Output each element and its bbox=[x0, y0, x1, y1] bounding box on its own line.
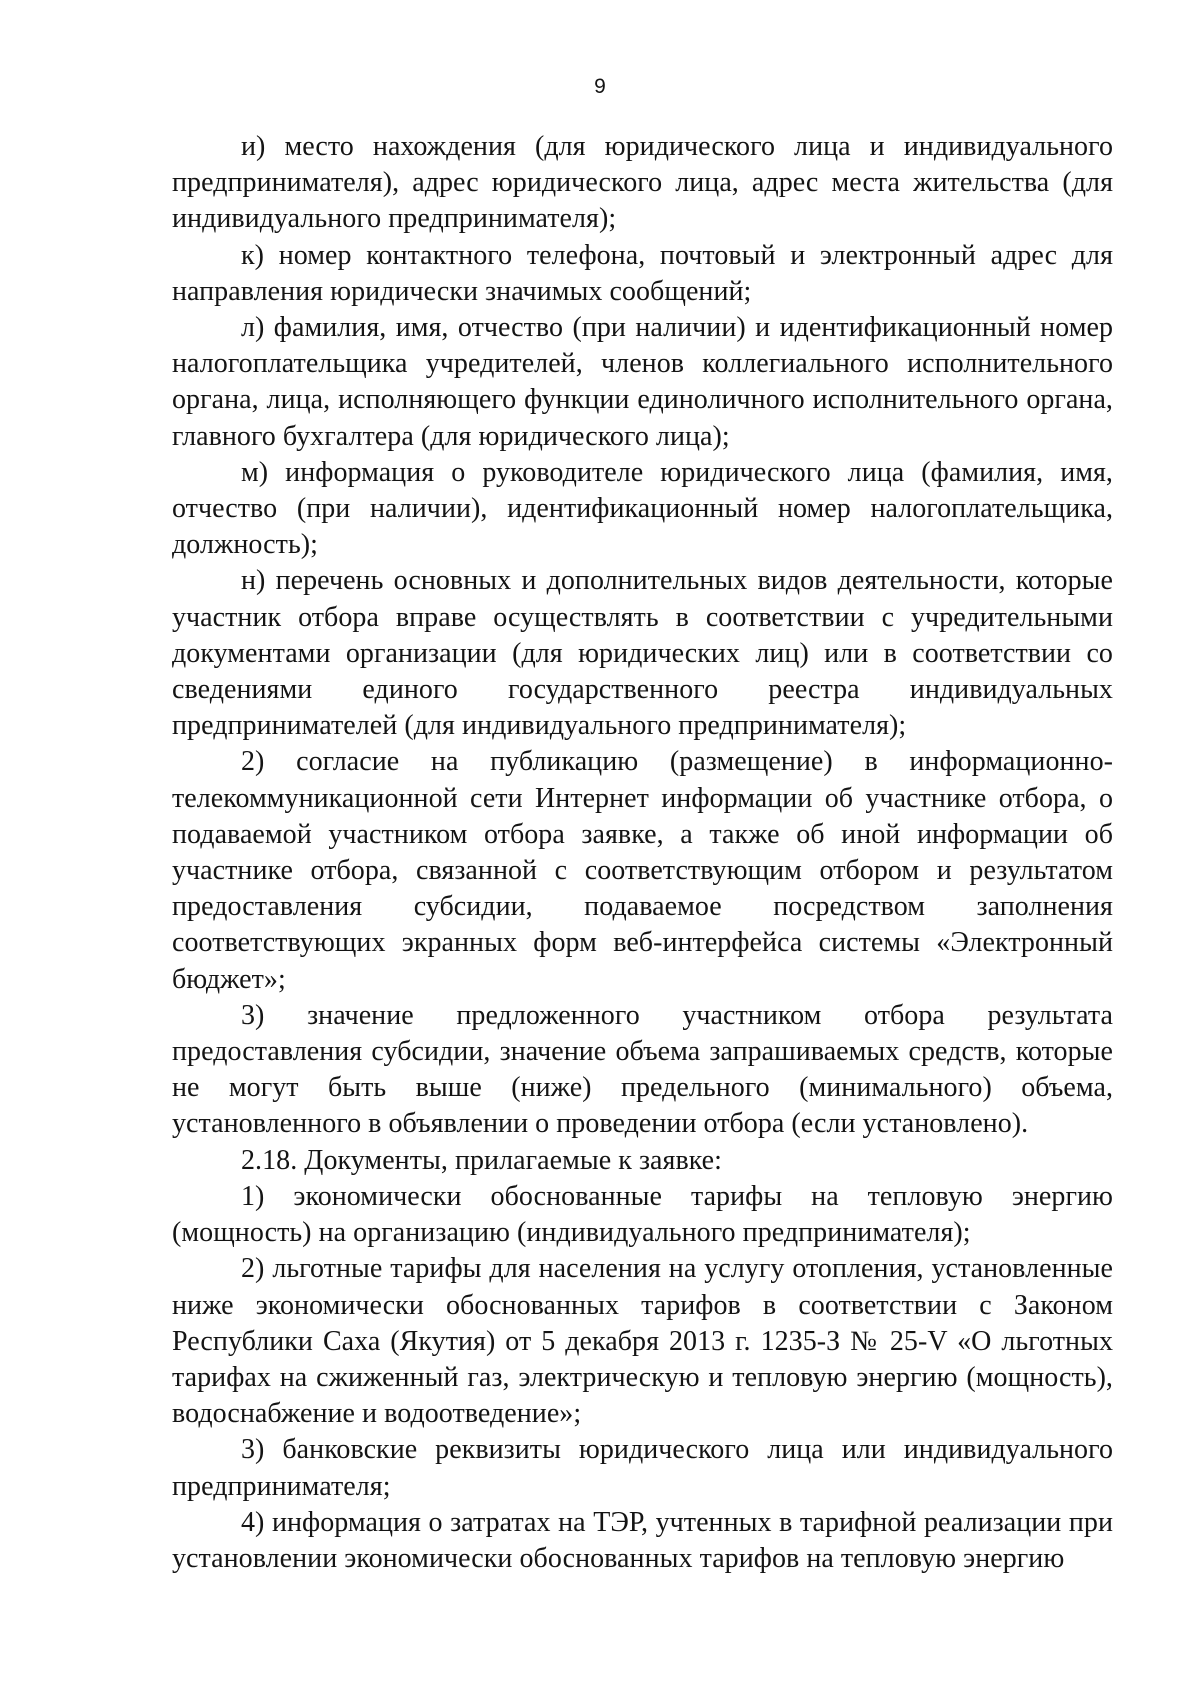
paragraph-4-fuel-costs: 4) информация о затратах на ТЭР, учтенных в тарифной реализации при установлении экономически обоснованных тарифов на тепловую энергию bbox=[172, 1506, 1113, 1574]
paragraph-i-location: и) место нахождения (для юридического лица и индивидуального предпринимателя), адрес юридического лица, адрес места жительства (для индивидуального предпринимателя); bbox=[172, 131, 1113, 235]
document-body bbox=[172, 129, 1113, 1577]
paragraph-1-tariffs: 1) экономически обоснованные тарифы на тепловую энергию (мощность) на организацию (индивидуального предпринимателя); bbox=[172, 1180, 1113, 1249]
paragraph-l-founders: л) фамилия, имя, отчество (при наличии) и идентификационный номер налогоплательщика учредителей, членов коллегиального исполнительного органа, лица, исполняющего функции единоличного исполнительного органа, главного бухгалтера (для юридического лица); bbox=[172, 312, 1113, 452]
page-number: 9 bbox=[594, 75, 606, 98]
paragraph-k-contacts: к) номер контактного телефона, почтовый и электронный адрес для направления юридически значимых сообщений; bbox=[172, 239, 1113, 307]
paragraph-2-18-heading: 2.18. Документы, прилагаемые к заявке: bbox=[241, 1144, 722, 1176]
paragraph-2-preferential-tariffs: 2) льготные тарифы для населения на услугу отопления, установленные ниже экономически обоснованных тарифов в соответствии с Законом Республики Саха (Якутия) от 5 декабря 2013 г. 1235-З № 25-V «О льготных тарифах на сжиженный газ, электрическую и тепловую энергию (мощность), водоснабжение и водоотведение»; bbox=[172, 1253, 1113, 1430]
paragraph-3-result-value: 3) значение предложенного участником отбора результата предоставления субсидии, значение объема запрашиваемых средств, которые не могут быть выше (ниже) предельного (минимального) объема, установленного в объявлении о проведении отбора (если установлено). bbox=[172, 999, 1113, 1140]
paragraph-n-activities: н) перечень основных и дополнительных видов деятельности, которые участник отбора вправе осуществлять в соответствии с учредительными документами организации (для юридических лиц) или в соответствии со сведениями единого государственного реестра индивидуальных предпринимателей (для индивидуального предпринимателя); bbox=[172, 565, 1113, 742]
paragraph-3-bank-details: 3) банковские реквизиты юридического лица или индивидуального предпринимателя; bbox=[172, 1434, 1113, 1502]
paragraph-2-consent: 2) согласие на публикацию (размещение) в информационно-телекоммуникационной сети Интернет информации об участнике отбора, о подаваемой участником отбора заявке, а также об иной информации об участнике отбора, связанной с соответствующим отбором и результатом предоставления субсидии, подаваемое посредством заполнения соответствующих экранных форм веб-интерфейса системы «Электронный бюджет»; bbox=[172, 746, 1113, 995]
paragraph-m-director: м) информация о руководителе юридического лица (фамилия, имя, отчество (при наличии), идентификационный номер налогоплательщика, должность); bbox=[172, 456, 1113, 561]
